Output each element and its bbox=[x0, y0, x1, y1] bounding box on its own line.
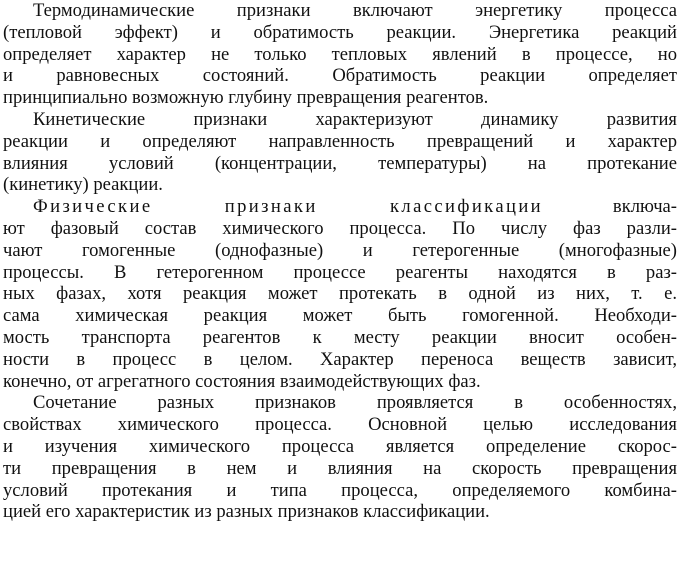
text-line: свойствах химического процесса. Основной целью исследования bbox=[3, 414, 677, 436]
text-line: принципиально возможную глубину превращения реагентов. bbox=[3, 87, 489, 109]
text-line: ти превращения в нем и влияния на скорость превращения bbox=[3, 457, 677, 479]
text-line: Сочетание разных признаков проявляется в особенностях, bbox=[33, 392, 677, 414]
text-line: условий протекания и типа процесса, определяемого комбина- bbox=[3, 479, 677, 501]
text-line: мость транспорта реагентов к месту реакции вносит особен- bbox=[3, 326, 677, 348]
text-line: Кинетические признаки характеризуют динамику развития bbox=[33, 108, 677, 130]
text-fragment: включа- bbox=[612, 196, 677, 218]
text-line: Термодинамические признаки включают энергетику процесса bbox=[33, 0, 677, 21]
text-line: определяет характер не только тепловых явлений в процессе, но bbox=[3, 43, 677, 65]
text-line: ных фазах, хотя реакция может протекать в одной из них, т. е. bbox=[3, 283, 677, 305]
paragraph-physical bbox=[0, 196, 681, 392]
text-line: (тепловой эффект) и обратимость реакции. Энергетика реакций bbox=[3, 21, 677, 43]
paragraph-thermodynamic bbox=[0, 0, 681, 109]
text-line: и изучения химического процесса является определение скорос- bbox=[3, 435, 677, 457]
text-line: чают гомогенные (однофазные) и гетерогенные (многофазные) bbox=[3, 239, 677, 261]
text-line: цией его характеристик из разных признаков классификации. bbox=[3, 501, 490, 523]
paragraph-combination bbox=[0, 392, 681, 523]
text-line bbox=[0, 196, 681, 218]
spaced-emphasis-term: Физические признаки классификации bbox=[33, 196, 544, 218]
text-line: ности в процесс в целом. Характер переноса веществ зависит, bbox=[3, 348, 677, 370]
text-line: ют фазовый состав химического процесса. По числу фаз разли- bbox=[3, 217, 677, 239]
paragraph-kinetic bbox=[0, 109, 681, 196]
text-line: конечно, от агрегатного состояния взаимодействующих фаз. bbox=[3, 370, 481, 392]
text-line: реакции и определяют направленность превращений и характер bbox=[3, 130, 677, 152]
text-line: (кинетику) реакции. bbox=[3, 174, 163, 196]
text-line: сама химическая реакция может быть гомогенной. Необходи- bbox=[3, 305, 677, 327]
text-line: и равновесных состояний. Обратимость реакции определяет bbox=[3, 65, 677, 87]
text-line: влияния условий (концентрации, температуры) на протекание bbox=[3, 152, 677, 174]
text-line: процессы. В гетерогенном процессе реагенты находятся в раз- bbox=[3, 261, 677, 283]
